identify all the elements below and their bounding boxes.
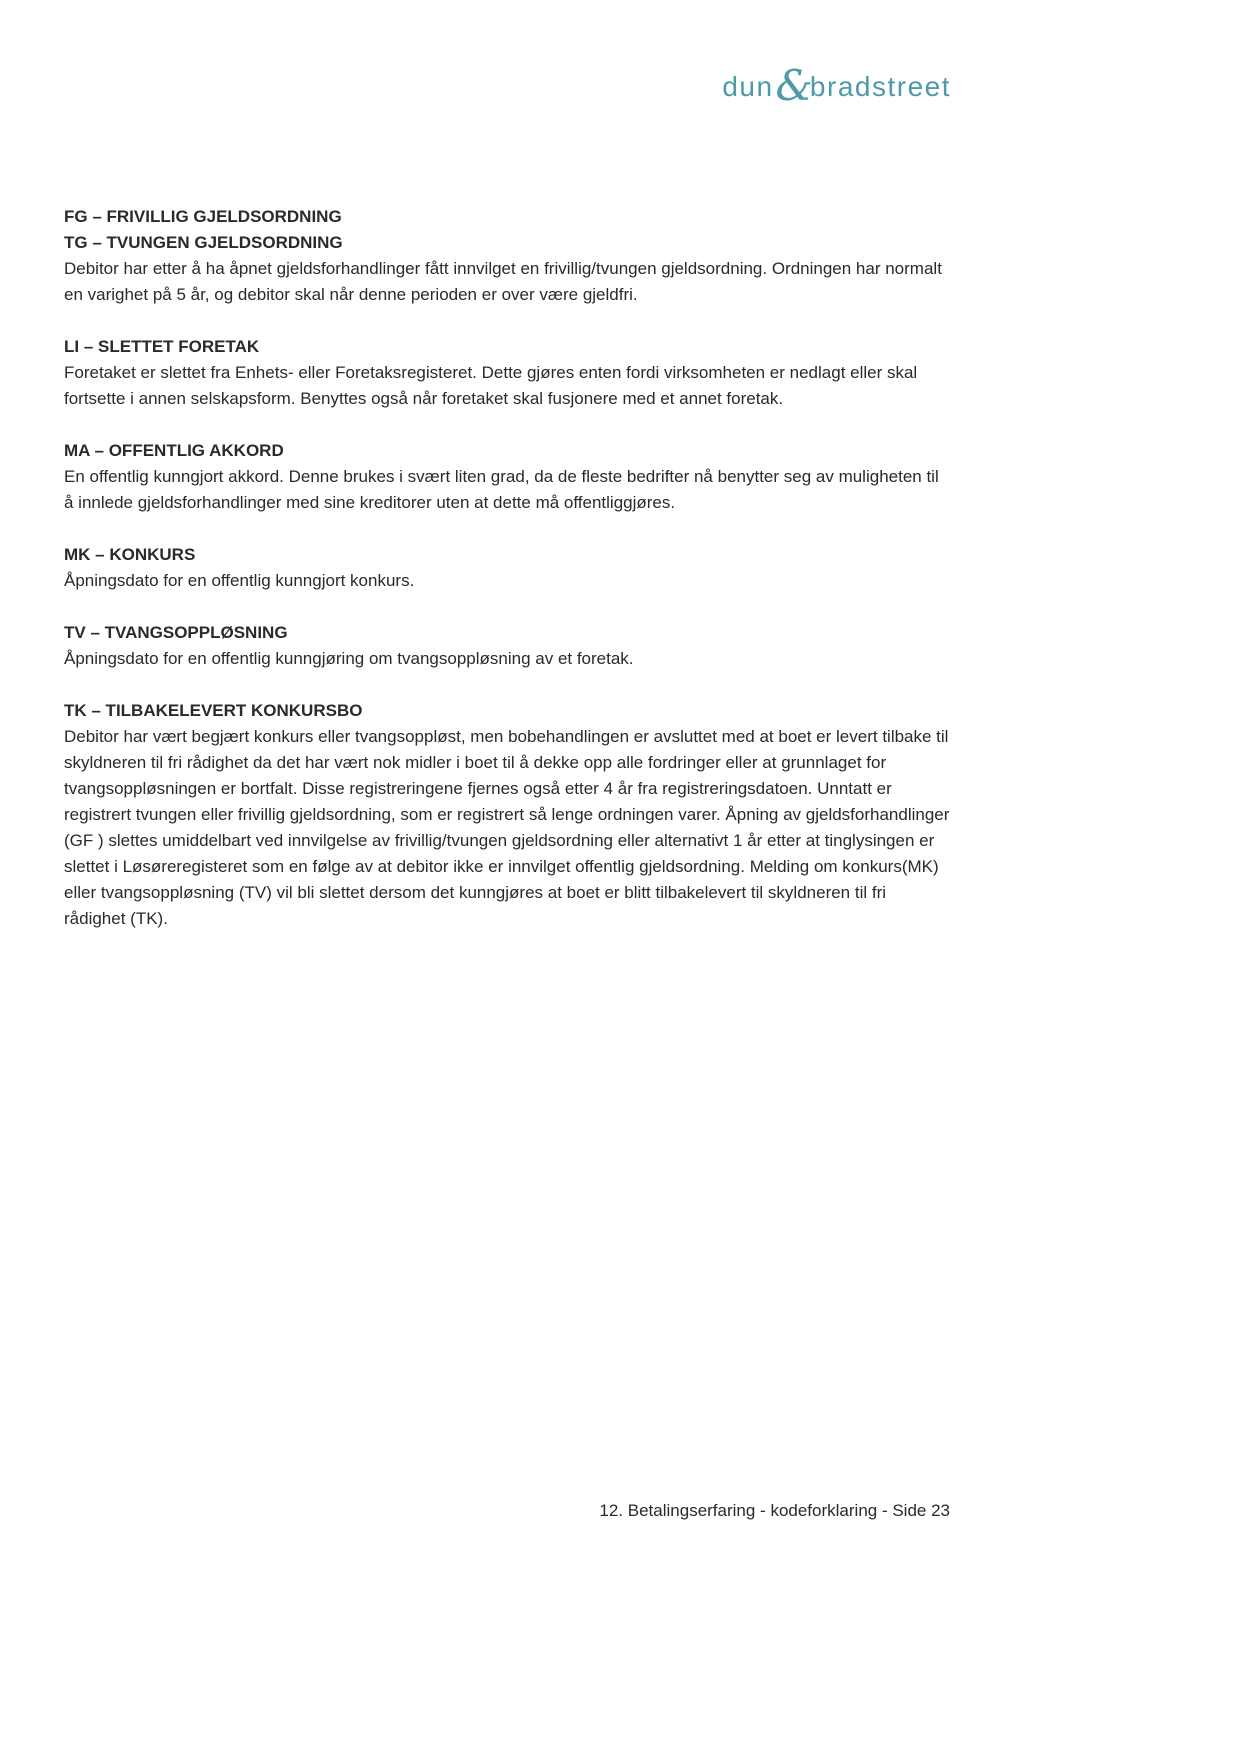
section-heading: MK – KONKURS xyxy=(64,545,196,564)
section-ma xyxy=(64,438,952,516)
section-body: Åpningsdato for en offentlig kunngjøring om tvangsoppløsning av et foretak. xyxy=(64,649,634,668)
section-heading: TV – TVANGSOPPLØSNING xyxy=(64,623,288,642)
section-heading: LI – SLETTET FORETAK xyxy=(64,337,260,356)
page-footer: 12. Betalingserfaring - kodeforklaring - Side 23 xyxy=(599,1501,950,1520)
section-heading: FG – FRIVILLIG GJELDSORDNING xyxy=(64,207,342,226)
section-tk xyxy=(64,698,952,932)
section-body: Debitor har vært begjært konkurs eller tvangsoppløst, men bobehandlingen er avsluttet med at boet er levert tilbake til skyldneren til fri rådighet da det har vært nok midler i boet til å dekke opp alle fordringer eller at grunnlaget for tvangsoppløsningen er bortfalt. Disse registreringene fjernes også etter 4 år fra registreringsdatoen. Unntatt er registrert tvungen eller frivillig gjeldsordning, som er registrert så lenge ordningen varer. Åpning av gjeldsforhandlinger (GF ) slettes umiddelbart ved innvilgelse av frivillig/tvungen gjeldsordning eller alternativt 1 år etter at tinglysingen er slettet i Løsøreregisteret som en følge av at debitor ikke er innvilget offentlig gjeldsordning. Melding om konkurs(MK) eller tvangsoppløsning (TV) vil bli slettet dersom det kunngjøres at boet er blitt tilbakelevert til skyldneren til fri rådighet (TK). xyxy=(64,727,950,928)
section-heading: TK – TILBAKELEVERT KONKURSBO xyxy=(64,701,363,720)
section-body: En offentlig kunngjort akkord. Denne brukes i svært liten grad, da de fleste bedrifter nå benytter seg av muligheten til å innlede gjeldsforhandlinger med sine kreditorer uten at dette må offentliggjøres. xyxy=(64,467,939,512)
dun-bradstreet-logo: dun&bradstreet xyxy=(722,61,951,110)
section-heading: TG – TVUNGEN GJELDSORDNING xyxy=(64,233,343,252)
logo-text-dun: dun xyxy=(722,71,774,102)
section-body: Foretaket er slettet fra Enhets- eller Foretaksregisteret. Dette gjøres enten fordi virksomheten er nedlagt eller skal fortsette i annen selskapsform. Benyttes også når foretaket skal fusjonere med et annet foretak. xyxy=(64,363,918,408)
section-heading: MA – OFFENTLIG AKKORD xyxy=(64,441,284,460)
logo-text-bradstreet: bradstreet xyxy=(809,71,951,102)
section-li xyxy=(64,334,952,412)
section-body: Åpningsdato for en offentlig kunngjort konkurs. xyxy=(64,571,415,590)
document-content xyxy=(64,204,952,958)
section-fg-tg xyxy=(64,204,952,308)
section-body: Debitor har etter å ha åpnet gjeldsforhandlinger fått innvilget en frivillig/tvungen gjeldsordning. Ordningen har normalt en varighet på 5 år, og debitor skal når denne perioden er over være gjeldfri. xyxy=(64,259,942,304)
section-mk xyxy=(64,542,952,594)
section-tv xyxy=(64,620,952,672)
